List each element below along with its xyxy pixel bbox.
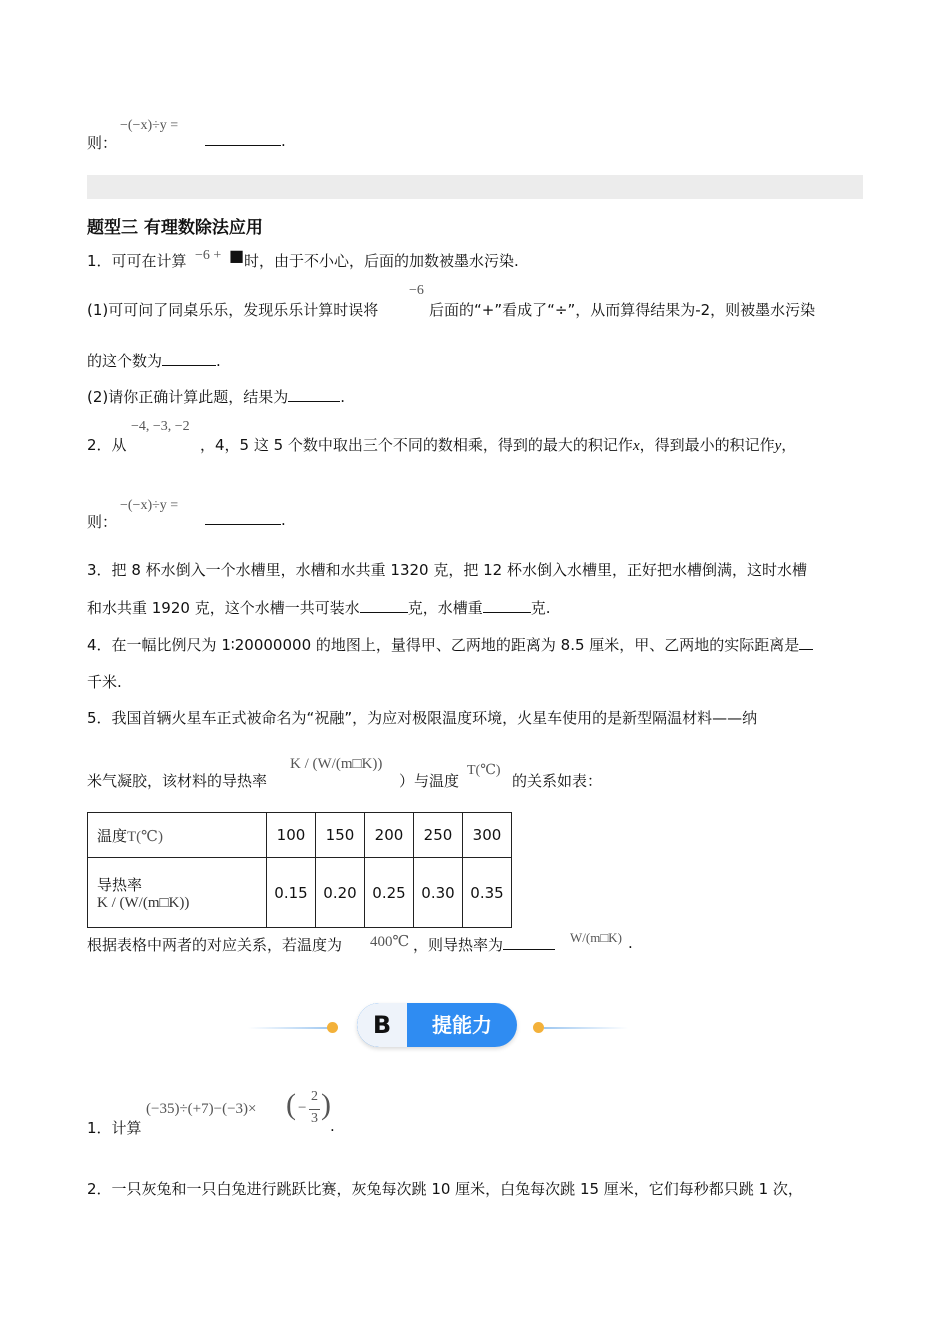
- banner-letter: B: [372, 1011, 392, 1039]
- q3-tank-blank[interactable]: [483, 598, 531, 613]
- q5-after-unit: W/(m□K): [570, 930, 622, 945]
- q1-part2: (2)请你正确计算此题，结果为 .: [87, 388, 346, 406]
- q2-line2: 则：: [87, 513, 118, 531]
- q1-part1-text: 后面的“+”看成了“÷”，从而算得结果为-2，则被墨水污染: [429, 301, 816, 319]
- table-row-temperature: [88, 813, 512, 858]
- q3-water-blank[interactable]: [360, 598, 408, 613]
- q2-number-set: −4, −3, −2: [131, 419, 190, 434]
- table-cell: 0.35: [463, 858, 512, 928]
- question-4-line2: 千米.: [87, 673, 122, 691]
- section-title: 题型三 有理数除法应用: [87, 218, 263, 238]
- q1-text: 时，由于不小心，后面的加数被墨水污染.: [244, 252, 519, 270]
- question-1: 1．可可在计算: [87, 252, 187, 270]
- top-answer-line: [87, 132, 117, 153]
- q5-after-end: .: [628, 934, 633, 952]
- top-label: 则：: [87, 134, 118, 152]
- q1-part1-line2: 的这个数为 .: [87, 352, 221, 370]
- table-row-conductivity: [88, 858, 512, 928]
- q5-unit-k: K / (W/(m□K)): [290, 756, 383, 772]
- q1-part1: (1)可可问了同桌乐乐，发现乐乐计算时误将: [87, 301, 379, 319]
- table-cell: 0.25: [365, 858, 414, 928]
- table-cell: 100: [267, 813, 316, 858]
- ink-square-icon: ■: [229, 246, 245, 265]
- banner-line-left: [248, 1027, 332, 1029]
- top-answer-blank[interactable]: .: [205, 131, 286, 150]
- q2-text: ，4，5 这 5 个数中取出三个不同的数相乘，得到的最大的积记作x，得到最小的积记作y，: [200, 436, 797, 454]
- question-3: 3．把 8 杯水倒入一个水槽里，水槽和水共重 1320 克，把 12 杯水倒入水槽里，正好把水槽倒满，这时水槽: [87, 561, 807, 579]
- table-cell: 150: [316, 813, 365, 858]
- table-header-temperature: 温度T(℃): [88, 813, 267, 858]
- b-question-1: 1．计算: [87, 1119, 142, 1137]
- table-cell: 0.20: [316, 858, 365, 928]
- q2-expression: −(−x)÷y =: [120, 498, 179, 513]
- section-divider-band: [87, 175, 863, 199]
- q5-after-mid: ，则导热率为: [413, 934, 555, 955]
- conductivity-table: [87, 812, 512, 928]
- question-3-line2: 和水共重 1920 克，这个水槽一共可装水 克，水槽重 克.: [87, 599, 551, 617]
- question-4: 4．在一幅比例尺为 1∶20000000 的地图上，量得甲、乙两地的距离为 8.5 厘米，甲、乙两地的实际距离是: [87, 634, 813, 655]
- q1a-expression: −6: [409, 283, 424, 298]
- table-cell: 0.30: [414, 858, 463, 928]
- banner-dot-left: [327, 1022, 338, 1033]
- q5-temp-value: 400℃: [370, 934, 410, 950]
- q1-expression: −6 +: [195, 248, 222, 263]
- q5-text-relation: 的关系如表：: [512, 772, 603, 790]
- question-5-line2: 米气凝胶，该材料的导热率: [87, 772, 268, 790]
- banner-title: 提能力: [432, 1013, 492, 1037]
- b-question-2: 2．一只灰兔和一只白兔进行跳跃比赛，灰兔每次跳 10 厘米，白兔每次跳 15 厘米，它们每秒都只跳 1 次，: [87, 1180, 803, 1198]
- q5-unit-t: T(℃): [467, 763, 501, 778]
- section-b-banner: [357, 1003, 517, 1047]
- table-cell: 200: [365, 813, 414, 858]
- b-q1-end: .: [330, 1117, 335, 1135]
- q1a-blank[interactable]: [162, 351, 216, 366]
- table-cell: 0.15: [267, 858, 316, 928]
- banner-line-right: [544, 1027, 628, 1029]
- q1b-blank[interactable]: [288, 387, 340, 402]
- q5-text-temp: ）与温度: [399, 772, 460, 790]
- q4-blank[interactable]: [799, 635, 813, 650]
- q5-after-table: 根据表格中两者的对应关系，若温度为: [87, 936, 343, 954]
- question-5: 5．我国首辆火星车正式被命名为“祝融”，为应对极限温度环境，火星车使用的是新型隔温材料——纳: [87, 709, 758, 727]
- table-header-conductivity: 导热率 K / (W/(m□K)): [88, 858, 267, 928]
- b-q1-expression: (−35)÷(+7)−(−3)×: [146, 1101, 257, 1117]
- table-cell: 300: [463, 813, 512, 858]
- top-expression: −(−x)÷y =: [120, 118, 179, 133]
- banner-dot-right: [533, 1022, 544, 1033]
- table-cell: 250: [414, 813, 463, 858]
- question-2: 2．从: [87, 436, 127, 454]
- q2-answer-blank[interactable]: .: [205, 510, 286, 529]
- q5-blank[interactable]: [503, 935, 555, 950]
